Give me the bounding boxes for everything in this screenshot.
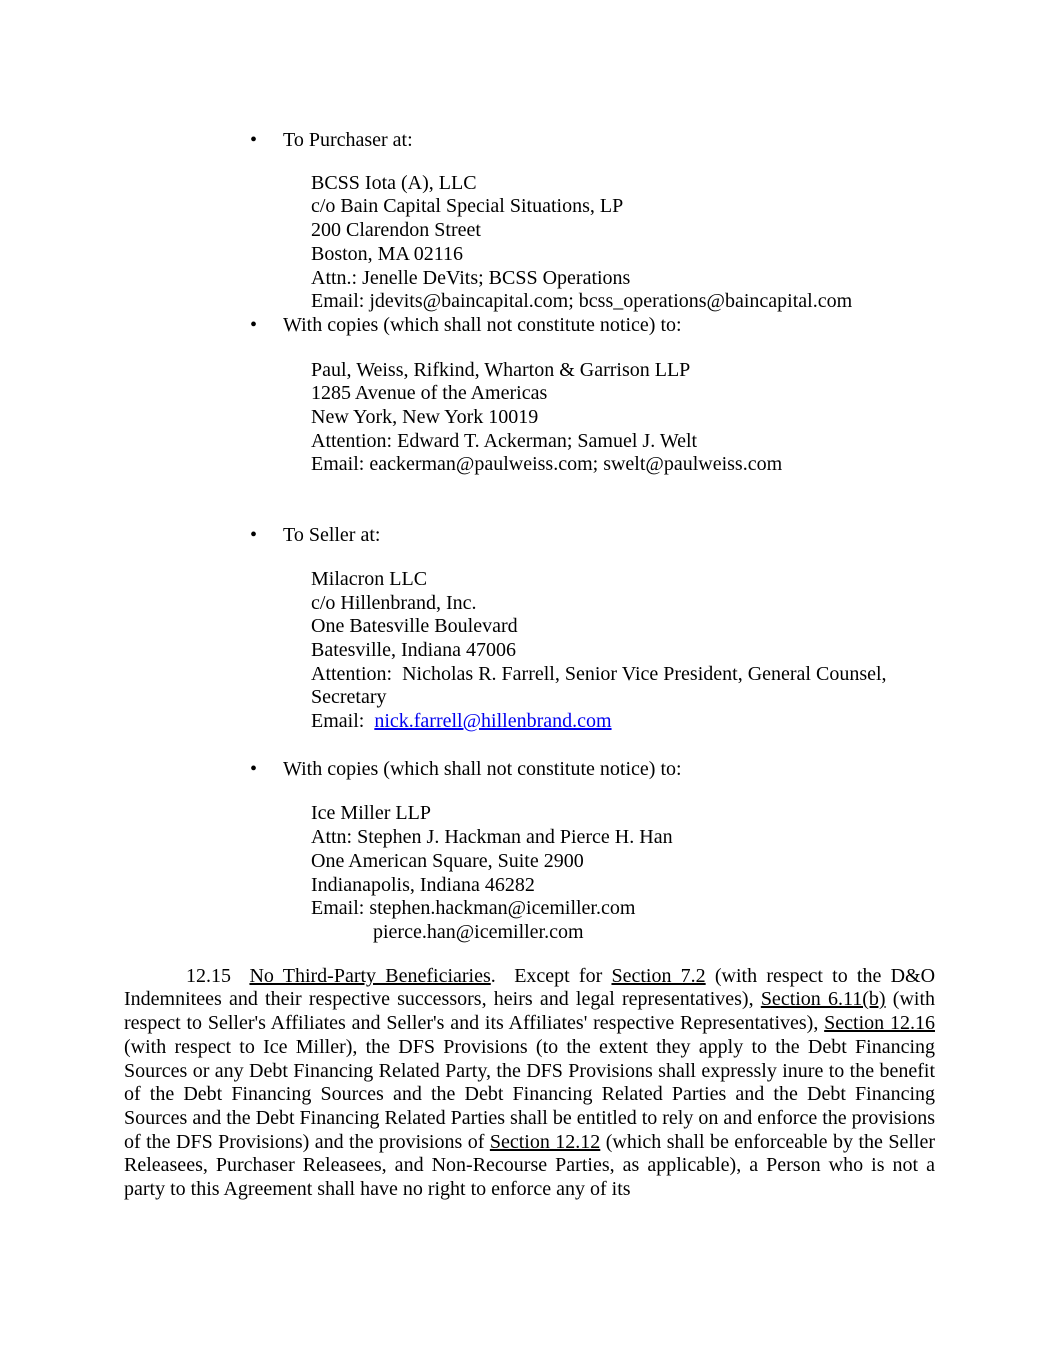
address-text: Attention: Nicholas R. Farrell, Senior Vice President, General Counsel, — [311, 662, 887, 685]
address-text: Attention: Edward T. Ackerman; Samuel J. Welt — [311, 429, 698, 452]
paragraph-text: (which shall be enforceable by the Seller Releasees, Purchaser Releasees, and Non-Recourse Parties, as applicable), a Person who is not a party to this Agreement shall have no right to enforce any of its — [124, 1130, 940, 1201]
paragraph-text: (with respect to Ice Miller), the DFS Provisions (to the extent they apply to the Debt Financing Sources or any Debt Financing Related Party, the DFS Provisions shall expressly inure to the benefit of the Debt Financing Sources and the Debt Financing Related Parties and the Debt Financing Sources and the Debt Financing Related Parties shall be entitled to rely on and enforce the provisions of the DFS Provisions) and the provisions of — [124, 1012, 940, 1153]
address-text: Email: stephen.hackman@icemiller.com — [311, 897, 636, 920]
paragraph-text: (with respect to the D&O Indemnitees and their respective successors, heirs and legal representatives), — [124, 964, 941, 1011]
address-text: Attn.: Jenelle DeVits; BCSS Operations — [311, 266, 631, 289]
address-text: Secretary — [311, 686, 387, 709]
bullet-icon: • — [250, 313, 258, 336]
address-line — [311, 592, 935, 616]
section-12-15-paragraph — [124, 964, 941, 1202]
address-line — [311, 826, 935, 850]
address-text: New York, New York 10019 — [311, 406, 539, 429]
address-block — [311, 359, 935, 478]
address-line — [311, 430, 935, 454]
bullet-icon: • — [250, 129, 258, 151]
bullet-icon: • — [250, 757, 258, 780]
address-text: Batesville, Indiana 47006 — [311, 638, 516, 661]
address-text: Attn: Stephen J. Hackman and Pierce H. Han — [311, 826, 673, 849]
address-line — [311, 897, 935, 921]
notice-bullet-item — [250, 524, 935, 548]
address-line — [311, 267, 935, 291]
address-text: One American Square, Suite 2900 — [311, 849, 584, 872]
notice-bullet-item — [250, 129, 935, 153]
address-block — [311, 802, 935, 944]
address-text: c/o Hillenbrand, Inc. — [311, 591, 477, 614]
address-text: 1285 Avenue of the Americas — [311, 382, 548, 405]
address-line — [311, 382, 935, 406]
address-text: Email: — [311, 710, 375, 733]
address-text: c/o Bain Capital Special Situations, LP — [311, 195, 624, 218]
address-text: Paul, Weiss, Rifkind, Wharton & Garrison LLP — [311, 358, 691, 381]
address-line — [311, 172, 935, 196]
paragraph-text: . Except for — [490, 964, 612, 987]
notice-label: With copies (which shall not constitute notice) to: — [283, 313, 682, 336]
underlined-section-reference: Section 6.11(b) — [760, 988, 886, 1011]
address-block — [311, 172, 935, 314]
underlined-section-reference: Section 12.16 — [824, 1012, 935, 1035]
notice-bullet-item — [250, 758, 935, 782]
address-text: Email: eackerman@paulweiss.com; swelt@paulweiss.com — [311, 453, 783, 476]
address-line — [311, 290, 935, 314]
address-line — [311, 243, 935, 267]
address-line — [311, 568, 935, 592]
address-text: pierce.han@icemiller.com — [373, 920, 584, 943]
address-text: BCSS Iota (A), LLC — [311, 171, 477, 194]
address-block — [311, 568, 935, 734]
underlined-section-reference: No Third-Party Beneficiaries — [249, 964, 491, 987]
notice-label: To Seller at: — [283, 524, 381, 547]
address-line — [311, 710, 935, 734]
address-line — [311, 802, 935, 826]
address-text: Indianapolis, Indiana 46282 — [311, 873, 535, 896]
address-line — [311, 874, 935, 898]
notice-label: To Purchaser at: — [283, 129, 413, 151]
address-text: Milacron LLC — [311, 567, 428, 590]
paragraph-text: 12.15 — [186, 964, 250, 987]
notices-section — [124, 129, 935, 945]
address-line — [311, 406, 935, 430]
email-link[interactable]: nick.farrell@hillenbrand.com — [374, 710, 612, 733]
address-line — [311, 686, 935, 710]
address-line — [311, 219, 935, 243]
address-line — [311, 359, 935, 383]
address-line — [311, 850, 935, 874]
address-line — [311, 195, 935, 219]
notice-label: With copies (which shall not constitute notice) to: — [283, 757, 682, 780]
address-line — [311, 453, 935, 477]
address-line — [311, 639, 935, 663]
underlined-section-reference: Section 7.2 — [611, 964, 706, 987]
underlined-section-reference: Section 12.12 — [489, 1130, 601, 1153]
address-line — [311, 615, 935, 639]
address-text: Boston, MA 02116 — [311, 242, 464, 265]
notice-bullet-item — [250, 314, 935, 338]
address-text: 200 Clarendon Street — [311, 219, 481, 242]
address-line — [311, 921, 935, 945]
address-text: One Batesville Boulevard — [311, 615, 518, 638]
address-text: Ice Miller LLP — [311, 802, 431, 825]
address-line — [311, 663, 935, 687]
address-text: Email: jdevits@baincapital.com; bcss_operations@baincapital.com — [311, 290, 853, 313]
bullet-icon: • — [250, 524, 258, 547]
paragraph-text: (with respect to Seller's Affiliates and Seller's and its Affiliates' respective Representatives), — [124, 988, 941, 1035]
